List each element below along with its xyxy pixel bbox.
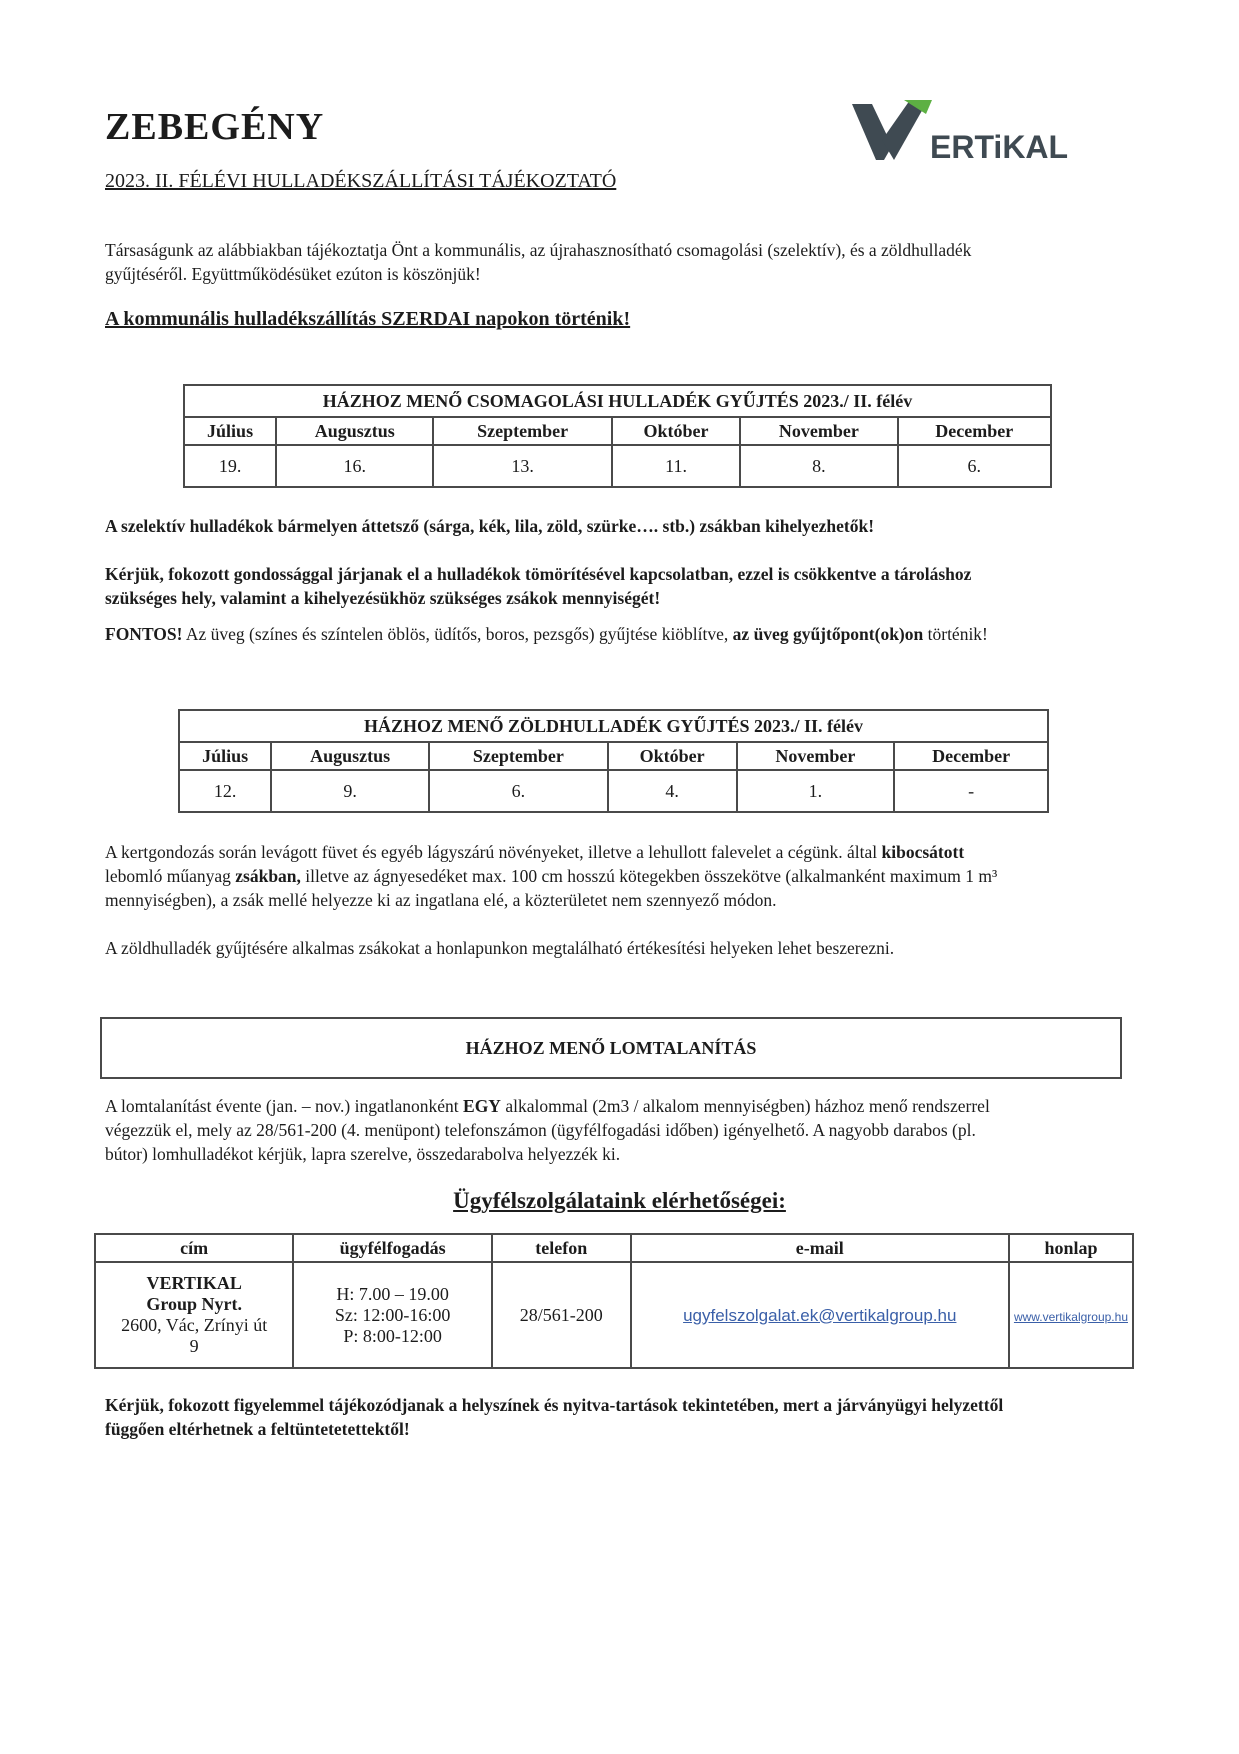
contact-section-title: Ügyfélszolgálataink elérhetőségei: bbox=[453, 1188, 786, 1213]
vertikal-logo-mark bbox=[852, 96, 1072, 166]
compaction-request-line-2: szükséges hely, valamint a kihelyezésükhöz szükséges zsákok mennyiségét! bbox=[105, 588, 661, 608]
company-name-1: VERTIKAL bbox=[146, 1273, 242, 1293]
collection-day-headline: A kommunális hulladékszállítás SZERDAI napokon történik! bbox=[105, 308, 631, 330]
contact-header-address: cím bbox=[95, 1234, 293, 1262]
month-cell: Október bbox=[612, 417, 741, 445]
intro-line-1: Társaságunk az alábbiakban tájékoztatja Önt a kommunális, az újrahasznosítható csomagolási (szelektív), és a zöldhulladék bbox=[105, 240, 972, 260]
selective-bag-note: A szelektív hulladékok bármelyen áttetsző (sárga, kék, lila, zöld, szürke…. stb.) zsákban kihelyezhetők! bbox=[105, 516, 875, 536]
glass-point-text: az üveg gyűjtőpont(ok)on bbox=[732, 624, 924, 644]
green-info-line-2 bbox=[105, 864, 1135, 888]
green-info-bold: kibocsátott bbox=[881, 842, 965, 862]
green-info-bold: zsákban, bbox=[235, 866, 301, 886]
intro-line-2: gyűjtéséről. Együttműködésüket ezúton is köszönjük! bbox=[105, 264, 481, 284]
month-cell: November bbox=[737, 742, 895, 770]
green-info-text: illetve az ágnyesedéket max. 100 cm hosszú kötegekben összekötve (alkalmanként maximum 1 m³ bbox=[300, 866, 998, 886]
footer-line-2: függően eltérhetnek a feltüntetetettektől! bbox=[105, 1419, 410, 1439]
bulky-line-1 bbox=[105, 1094, 1135, 1118]
month-cell: December bbox=[894, 742, 1048, 770]
contact-email-cell bbox=[631, 1262, 1009, 1368]
date-cell: 11. bbox=[612, 445, 741, 487]
month-cell: December bbox=[898, 417, 1051, 445]
date-cell: 8. bbox=[740, 445, 897, 487]
month-cell: Augusztus bbox=[271, 742, 429, 770]
glass-notice-text: Az üveg (színes és színtelen öblös, üdítős, boros, pezsgős) gyűjtése kiöblítve, bbox=[182, 624, 733, 644]
month-cell: Július bbox=[184, 417, 276, 445]
bulky-waste-title: HÁZHOZ MENŐ LOMTALANÍTÁS bbox=[465, 1037, 757, 1058]
page-subtitle: 2023. II. FÉLÉVI HULLADÉKSZÁLLÍTÁSI TÁJÉKOZTATÓ bbox=[105, 170, 617, 192]
date-cell: 6. bbox=[898, 445, 1051, 487]
contact-website-cell bbox=[1009, 1262, 1133, 1368]
contact-website-link[interactable]: www.vertikalgroup.hu bbox=[1013, 1309, 1128, 1324]
hours-friday: P: 8:00-12:00 bbox=[343, 1325, 442, 1346]
address-line-1: 2600, Vác, Zrínyi út bbox=[121, 1315, 268, 1335]
month-cell: Október bbox=[608, 742, 737, 770]
green-info-line-1 bbox=[105, 840, 1135, 864]
date-cell: 12. bbox=[179, 770, 271, 812]
vertikal-logo bbox=[852, 96, 1072, 166]
logo-text: ERTiKAL bbox=[930, 129, 1069, 165]
contact-hours-cell bbox=[293, 1262, 492, 1368]
hours-monday: H: 7.00 – 19.00 bbox=[336, 1283, 449, 1304]
date-cell: - bbox=[894, 770, 1048, 812]
packaging-schedule-table bbox=[183, 384, 1052, 488]
contact-header-email: e-mail bbox=[631, 1234, 1009, 1262]
date-cell: 1. bbox=[737, 770, 895, 812]
bulky-text: alkalommal (2m3 / alkalom mennyiségben) házhoz menő rendszerrel bbox=[500, 1096, 990, 1116]
address-line-2: 9 bbox=[189, 1336, 199, 1356]
date-cell: 4. bbox=[608, 770, 737, 812]
green-info-line-3: mennyiségben), a zsák mellé helyezze ki az ingatlana elé, a közterületet nem szennyező módon. bbox=[105, 890, 777, 910]
month-cell: Szeptember bbox=[433, 417, 611, 445]
contact-header-website: honlap bbox=[1009, 1234, 1133, 1262]
contact-header-hours: ügyfélfogadás bbox=[293, 1234, 492, 1262]
footer-line-1: Kérjük, fokozott figyelemmel tájékozódjanak a helyszínek és nyitva-tartások tekintetében, mert a járványügyi helyzettől bbox=[105, 1395, 1004, 1415]
packaging-table-title: HÁZHOZ MENŐ CSOMAGOLÁSI HULLADÉK GYŰJTÉS 2023./ II. félév bbox=[184, 385, 1051, 417]
contact-address-cell bbox=[95, 1262, 293, 1368]
bulky-text: A lomtalanítást évente (jan. – nov.) ingatlanonként bbox=[105, 1096, 464, 1116]
hours-wednesday: Sz: 12:00-16:00 bbox=[334, 1304, 451, 1325]
glass-notice bbox=[105, 622, 1135, 646]
month-cell: Július bbox=[179, 742, 271, 770]
bulky-line-3: bútor) lomhulladékot kérjük, lapra szerelve, összedarabolva helyezzék ki. bbox=[105, 1144, 621, 1164]
contact-email-link[interactable]: ugyfelszolgalat.ek@vertikalgroup.hu bbox=[683, 1305, 957, 1325]
glass-notice-end: történik! bbox=[923, 624, 988, 644]
bulky-bold: EGY bbox=[463, 1096, 501, 1116]
green-info-text: A kertgondozás során levágott füvet és egyéb lágyszárú növényeket, illetve a lehullott falevelet a cégünk. által bbox=[105, 842, 882, 862]
date-cell: 6. bbox=[429, 770, 608, 812]
green-bag-purchase-note: A zöldhulladék gyűjtésére alkalmas zsákokat a honlapunkon megtalálható értékesítési helyeken lehet beszerezni. bbox=[105, 938, 895, 958]
contact-table bbox=[94, 1233, 1134, 1369]
page-title: ZEBEGÉNY bbox=[105, 106, 325, 148]
month-cell: Augusztus bbox=[276, 417, 433, 445]
date-cell: 9. bbox=[271, 770, 429, 812]
date-cell: 19. bbox=[184, 445, 276, 487]
date-cell: 13. bbox=[433, 445, 611, 487]
bulky-line-2: végezzük el, mely az 28/561-200 (4. menüpont) telefonszámon (ügyfélfogadási időben) igényelhető. A nagyobb darabos (pl. bbox=[105, 1120, 976, 1140]
company-name-2: Group Nyrt. bbox=[146, 1294, 242, 1314]
month-cell: November bbox=[740, 417, 897, 445]
important-label: FONTOS! bbox=[105, 624, 183, 644]
green-info-text: lebomló műanyag bbox=[105, 866, 236, 886]
contact-header-phone: telefon bbox=[492, 1234, 631, 1262]
green-waste-schedule-table bbox=[178, 709, 1049, 813]
green-table-title: HÁZHOZ MENŐ ZÖLDHULLADÉK GYŰJTÉS 2023./ II. félév bbox=[179, 710, 1048, 742]
month-cell: Szeptember bbox=[429, 742, 608, 770]
bulky-waste-box bbox=[100, 1017, 1122, 1079]
contact-phone: 28/561-200 bbox=[492, 1262, 631, 1368]
date-cell: 16. bbox=[276, 445, 433, 487]
compaction-request-line-1: Kérjük, fokozott gondossággal járjanak el a hulladékok tömörítésével kapcsolatban, ezzel is csökkentve a tároláshoz bbox=[105, 564, 972, 584]
